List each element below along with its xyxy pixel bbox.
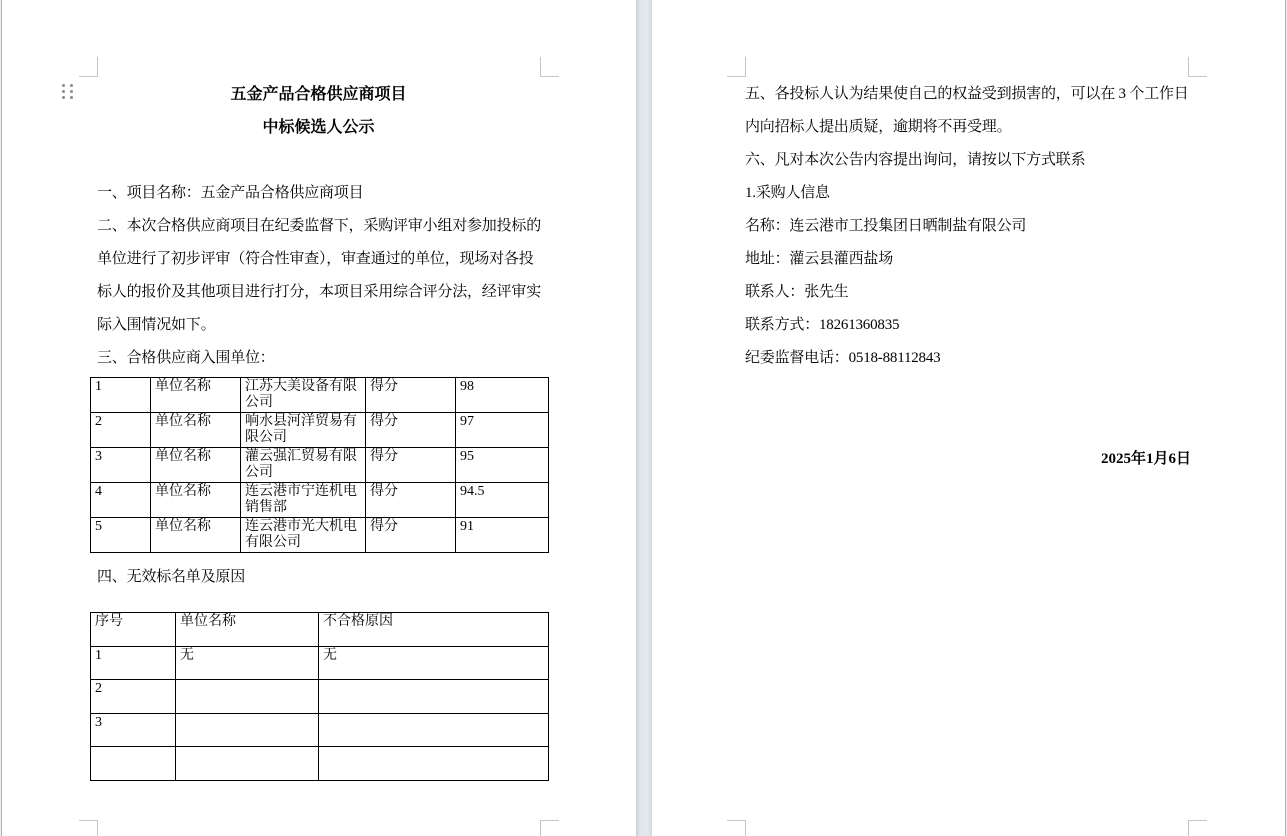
body-line[interactable]: 联系人：张先生 (745, 284, 849, 300)
body-line[interactable]: 际入围情况如下。 (97, 317, 216, 333)
cell-score-label[interactable]: 得分 (366, 378, 456, 413)
body-line[interactable]: 六、凡对本次公告内容提出询问，请按以下方式联系 (745, 152, 1086, 168)
cell-name[interactable] (176, 680, 319, 714)
cell-name[interactable] (176, 713, 319, 747)
cell-seq[interactable] (91, 747, 176, 781)
cell-score[interactable]: 91 (456, 518, 549, 553)
body-line[interactable]: 名称：连云港市工投集团日晒制盐有限公司 (745, 218, 1027, 234)
cell-company[interactable]: 连云港市光大机电有限公司 (241, 518, 366, 553)
crop-mark-top-left-icon (727, 57, 746, 77)
cell-seq[interactable]: 1 (91, 646, 176, 680)
body-line[interactable]: 标人的报价及其他项目进行打分，本项目采用综合评分法，经评审实 (97, 284, 542, 300)
cell-rank[interactable]: 2 (91, 413, 151, 448)
header-reason[interactable]: 不合格原因 (319, 613, 549, 647)
table-row[interactable] (91, 378, 549, 413)
doc-title-line1[interactable]: 五金产品合格供应商项目 (230, 86, 407, 103)
dot-icon (70, 96, 73, 99)
cell-company[interactable]: 连云港市宁连机电销售部 (241, 483, 366, 518)
dot-icon (70, 84, 73, 87)
crop-mark-bottom-right-icon (1188, 820, 1207, 836)
cell-name[interactable]: 无 (176, 646, 319, 680)
cell-seq[interactable]: 3 (91, 713, 176, 747)
body-line[interactable]: 单位进行了初步评审（符合性审查），审查通过的单位，现场对各投 (97, 251, 534, 267)
page-2[interactable] (652, 0, 1285, 836)
cell-score-label[interactable]: 得分 (366, 483, 456, 518)
table-row[interactable] (91, 713, 549, 747)
body-paragraphs[interactable] (97, 177, 549, 375)
doc-title[interactable] (97, 78, 540, 144)
cell-reason[interactable] (319, 713, 549, 747)
body-line[interactable]: 1.采购人信息 (745, 185, 830, 201)
dot-icon (62, 96, 65, 99)
body-line[interactable]: 地址：灌云县灌西盐场 (745, 251, 894, 267)
cell-company[interactable]: 江苏大美设备有限公司 (241, 378, 366, 413)
crop-mark-top-right-icon (540, 57, 559, 77)
cell-rank[interactable]: 5 (91, 518, 151, 553)
cell-score[interactable]: 97 (456, 413, 549, 448)
cell-company[interactable]: 灌云强汇贸易有限公司 (241, 448, 366, 483)
doc-title-line2[interactable]: 中标候选人公示 (262, 119, 375, 136)
dot-icon (62, 90, 65, 93)
cell-name-label[interactable]: 单位名称 (151, 448, 241, 483)
body-line[interactable]: 内向招标人提出质疑，逾期将不再受理。 (745, 119, 1012, 135)
body-line[interactable]: 五、各投标人认为结果使自己的权益受到损害的，可以在 3 个工作日 (745, 86, 1189, 102)
body-line[interactable]: 联系方式：18261360835 (745, 317, 900, 333)
cell-name-label[interactable]: 单位名称 (151, 518, 241, 553)
supplier-table[interactable] (90, 377, 549, 553)
dot-icon (70, 90, 73, 93)
page-gap (636, 0, 652, 836)
body-line[interactable]: 二、本次合格供应商项目在纪委监督下，采购评审小组对参加投标的 (97, 218, 542, 234)
cell-score[interactable]: 95 (456, 448, 549, 483)
window-right-border (1285, 0, 1286, 836)
header-name[interactable]: 单位名称 (176, 613, 319, 647)
table-row[interactable] (91, 680, 549, 714)
table-row[interactable] (91, 413, 549, 448)
body-line[interactable]: 三、合格供应商入围单位： (97, 350, 275, 366)
cell-name-label[interactable]: 单位名称 (151, 483, 241, 518)
cell-rank[interactable]: 3 (91, 448, 151, 483)
paragraph-drag-handle-icon[interactable] (62, 84, 73, 99)
table-header-row[interactable] (91, 613, 549, 647)
cell-name[interactable] (176, 747, 319, 781)
invalid-bid-table[interactable] (90, 612, 549, 781)
crop-mark-top-left-icon (79, 57, 98, 77)
cell-company[interactable]: 响水县河洋贸易有限公司 (241, 413, 366, 448)
cell-score[interactable]: 98 (456, 378, 549, 413)
cell-name-label[interactable]: 单位名称 (151, 378, 241, 413)
cell-score-label[interactable]: 得分 (366, 448, 456, 483)
table-row[interactable] (91, 483, 549, 518)
cell-seq[interactable]: 2 (91, 680, 176, 714)
cell-reason[interactable]: 无 (319, 646, 549, 680)
cell-score-label[interactable]: 得分 (366, 518, 456, 553)
cell-reason[interactable] (319, 747, 549, 781)
cell-score-label[interactable]: 得分 (366, 413, 456, 448)
table-row[interactable] (91, 646, 549, 680)
crop-mark-bottom-left-icon (79, 820, 98, 836)
page-1[interactable] (2, 0, 636, 836)
table-row[interactable] (91, 518, 549, 553)
cell-rank[interactable]: 4 (91, 483, 151, 518)
cell-name-label[interactable]: 单位名称 (151, 413, 241, 448)
signature-date[interactable]: 2025年1月6日 (1100, 451, 1191, 467)
cell-score[interactable]: 94.5 (456, 483, 549, 518)
body-paragraphs[interactable] (745, 78, 1197, 375)
body-line[interactable]: 一、项目名称：五金产品合格供应商项目 (97, 185, 364, 201)
cell-rank[interactable]: 1 (91, 378, 151, 413)
crop-mark-bottom-right-icon (540, 820, 559, 836)
table-row[interactable] (91, 747, 549, 781)
table-row[interactable] (91, 448, 549, 483)
crop-mark-top-right-icon (1188, 57, 1207, 77)
body-line[interactable]: 纪委监督电话：0518-88112843 (745, 350, 941, 366)
cell-reason[interactable] (319, 680, 549, 714)
dot-icon (62, 84, 65, 87)
crop-mark-bottom-left-icon (727, 820, 746, 836)
header-seq[interactable]: 序号 (91, 613, 176, 647)
section4-heading[interactable]: 四、无效标名单及原因 (97, 569, 246, 585)
